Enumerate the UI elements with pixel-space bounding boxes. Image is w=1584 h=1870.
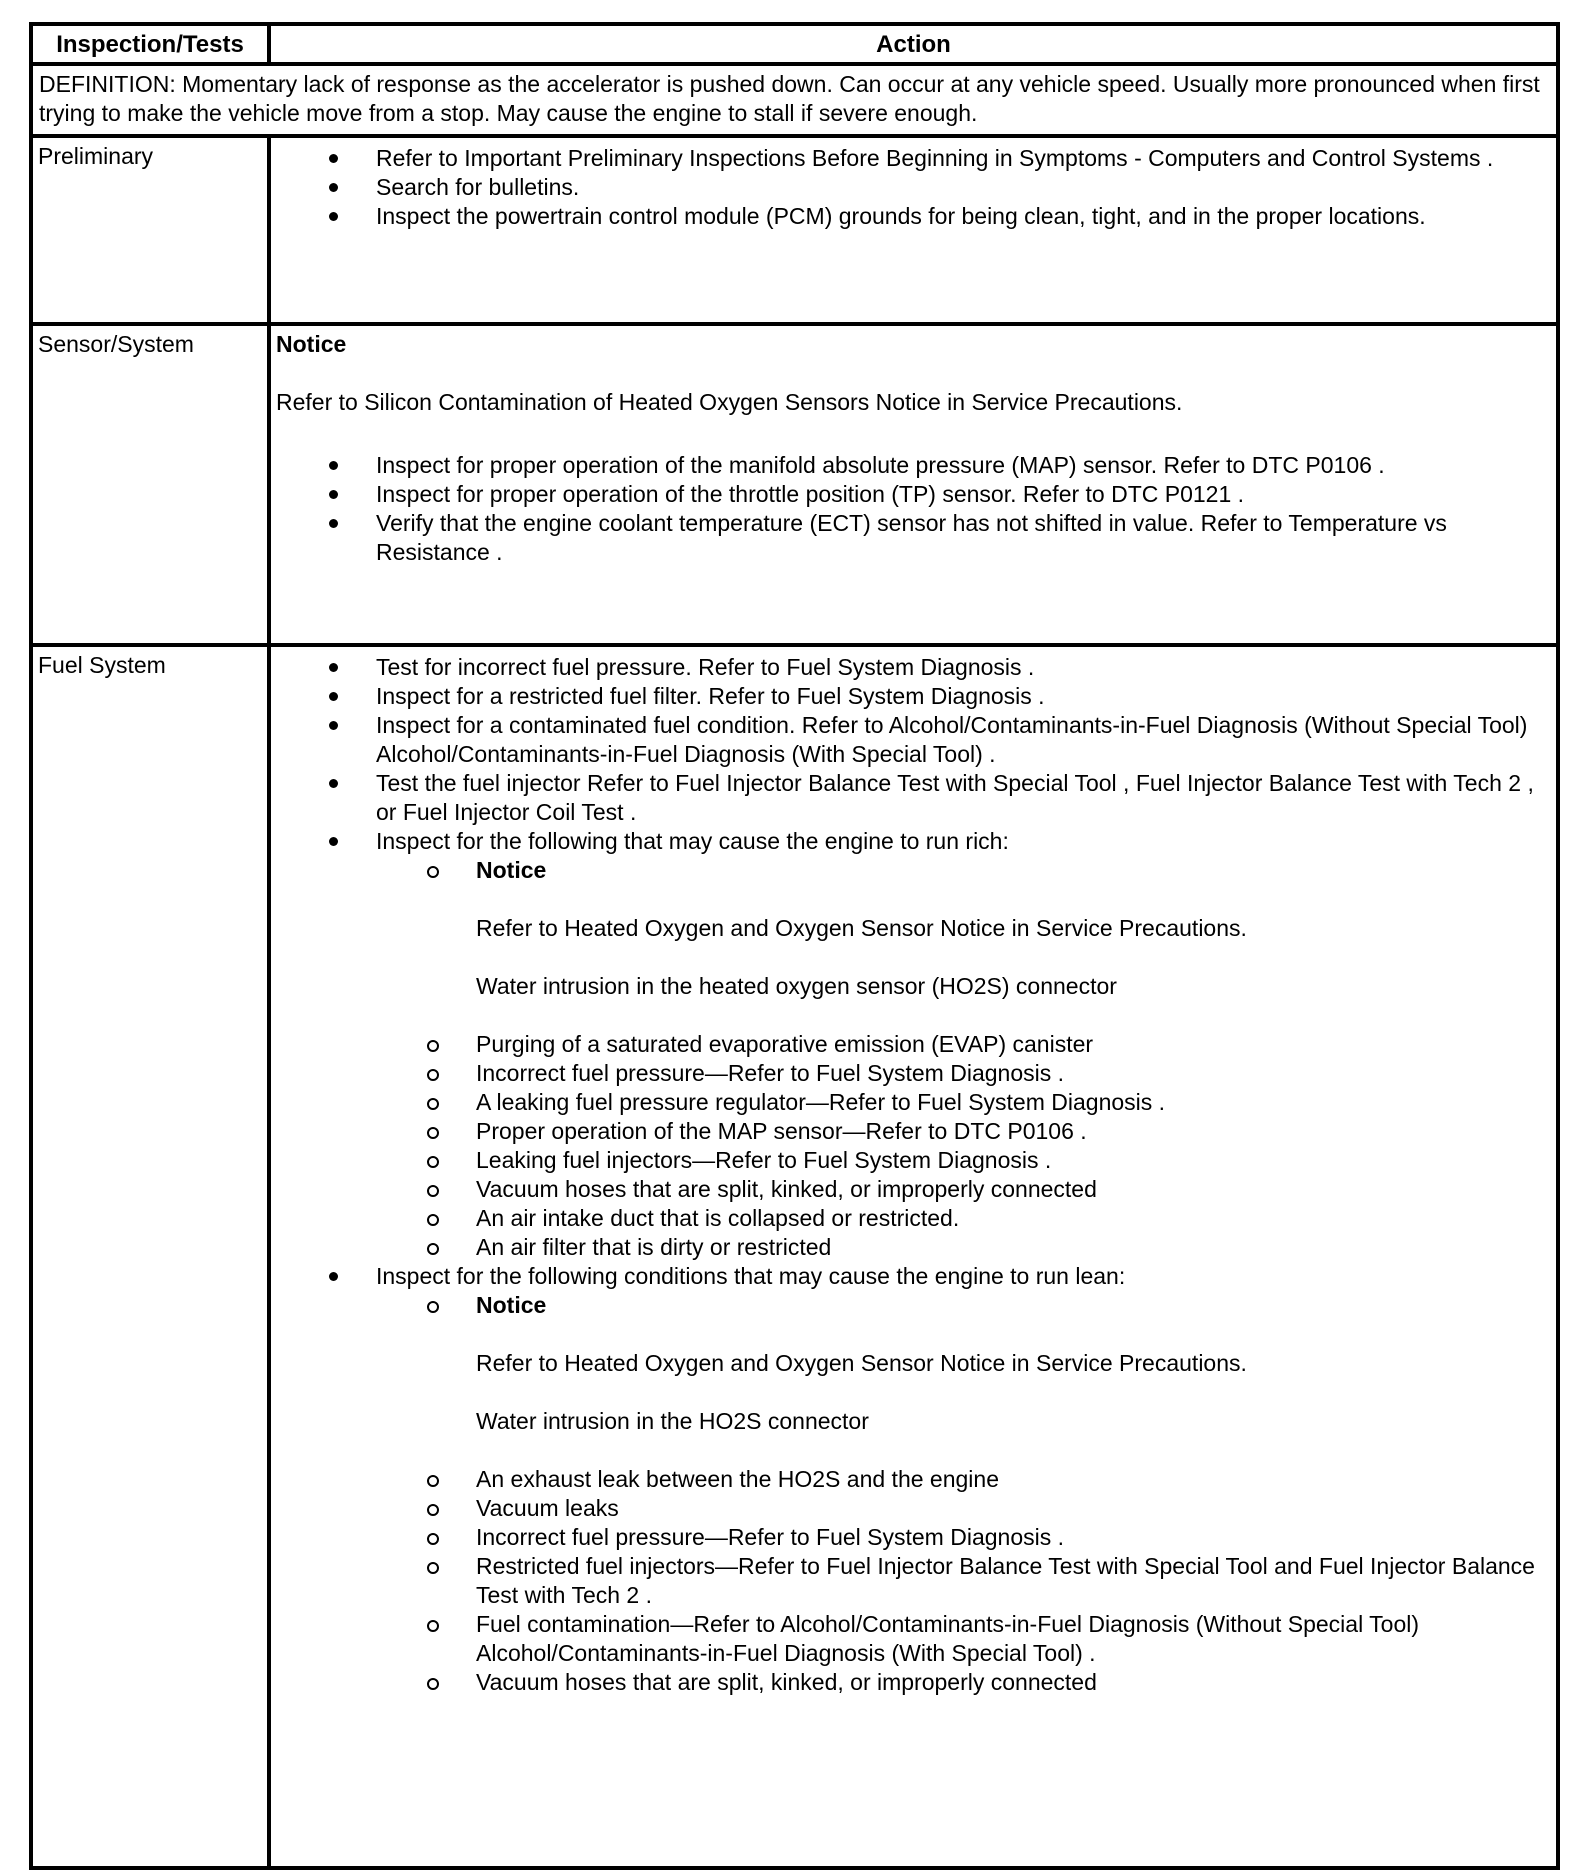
list-item: Inspect for proper operation of the throttle position (TP) sensor. Refer to DTC P0121 . — [376, 480, 1550, 509]
list-item: Refer to Important Preliminary Inspections Before Beginning in Symptoms - Computers and Control Systems . — [376, 144, 1550, 173]
list-item: Leaking fuel injectors—Refer to Fuel System Diagnosis . — [476, 1146, 1550, 1175]
sensor-system-row — [31, 324, 1558, 645]
header-row — [31, 24, 1558, 64]
list-item: Search for bulletins. — [376, 173, 1550, 202]
list-item: Inspect for proper operation of the manifold absolute pressure (MAP) sensor. Refer to DTC P0106 . — [376, 451, 1550, 480]
sensor-system-list — [276, 451, 1550, 567]
preliminary-actions — [269, 136, 1558, 324]
header-inspection-tests: Inspection/Tests — [31, 24, 269, 64]
list-item: Inspect the powertrain control module (PCM) grounds for being clean, tight, and in the proper locations. — [376, 202, 1550, 231]
lean-sublist — [376, 1291, 1550, 1697]
notice-detail: Water intrusion in the HO2S connector — [476, 1408, 869, 1434]
list-item: Inspect for a contaminated fuel condition. Refer to Alcohol/Contaminants-in-Fuel Diagnosis (Without Special Tool) Alcohol/Contaminants-in-Fuel Diagnosis (With Special Tool) . — [376, 711, 1550, 769]
list-item: An air intake duct that is collapsed or restricted. — [476, 1204, 1550, 1233]
list-item: Purging of a saturated evaporative emission (EVAP) canister — [476, 1030, 1550, 1059]
sensor-system-actions — [269, 324, 1558, 645]
list-item: Fuel contamination—Refer to Alcohol/Contaminants-in-Fuel Diagnosis (Without Special Tool) Alcohol/Contaminants-in-Fuel Diagnosis (With Special Tool) . — [476, 1610, 1550, 1668]
list-item: Test the fuel injector Refer to Fuel Injector Balance Test with Special Tool , Fuel Injector Balance Test with Tech 2 , or Fuel Injector Coil Test . — [376, 769, 1550, 827]
notice-detail: Water intrusion in the heated oxygen sensor (HO2S) connector — [476, 973, 1117, 999]
list-item: An air filter that is dirty or restricted — [476, 1233, 1550, 1262]
list-item: Restricted fuel injectors—Refer to Fuel Injector Balance Test with Special Tool and Fuel Injector Balance Test with Tech 2 . — [476, 1552, 1550, 1610]
list-item: Test for incorrect fuel pressure. Refer to Fuel System Diagnosis . — [376, 653, 1550, 682]
lean-intro: Inspect for the following conditions that may cause the engine to run lean: — [376, 1263, 1126, 1289]
definition-row — [31, 64, 1558, 136]
list-item: An exhaust leak between the HO2S and the engine — [476, 1465, 1550, 1494]
rich-sublist — [376, 856, 1550, 1262]
list-item: Vacuum leaks — [476, 1494, 1550, 1523]
fuel-system-list — [276, 653, 1550, 1697]
rich-notice-item — [476, 856, 1550, 1030]
lean-condition-item — [376, 1262, 1550, 1697]
notice-title: Notice — [476, 1292, 547, 1318]
list-item: Vacuum hoses that are split, kinked, or improperly connected — [476, 1175, 1550, 1204]
rich-condition-item — [376, 827, 1550, 1262]
notice-text: Refer to Heated Oxygen and Oxygen Sensor Notice in Service Precautions. — [476, 1350, 1247, 1376]
fuel-system-label: Fuel System — [31, 645, 269, 1868]
header-action: Action — [269, 24, 1558, 64]
definition-text: DEFINITION: Momentary lack of response as the accelerator is pushed down. Can occur at any vehicle speed. Usually more pronounced when first trying to make the vehicle move from a stop. May cause the engine to stall if severe enough. — [31, 64, 1558, 136]
fuel-system-row — [31, 645, 1558, 1868]
list-item: Proper operation of the MAP sensor—Refer to DTC P0106 . — [476, 1117, 1550, 1146]
preliminary-list — [276, 144, 1550, 231]
sensor-system-label: Sensor/System — [31, 324, 269, 645]
list-item: Incorrect fuel pressure—Refer to Fuel System Diagnosis . — [476, 1523, 1550, 1552]
preliminary-row — [31, 136, 1558, 324]
notice-text: Refer to Silicon Contamination of Heated Oxygen Sensors Notice in Service Precautions. — [276, 389, 1183, 415]
list-item: Vacuum hoses that are split, kinked, or improperly connected — [476, 1668, 1550, 1697]
diagnostic-table — [29, 22, 1560, 1870]
list-item: Verify that the engine coolant temperature (ECT) sensor has not shifted in value. Refer to Temperature vs Resistance . — [376, 509, 1550, 567]
notice-title: Notice — [276, 331, 347, 357]
rich-intro: Inspect for the following that may cause the engine to run rich: — [376, 828, 1009, 854]
list-item: A leaking fuel pressure regulator—Refer to Fuel System Diagnosis . — [476, 1088, 1550, 1117]
list-item: Incorrect fuel pressure—Refer to Fuel System Diagnosis . — [476, 1059, 1550, 1088]
lean-notice-item — [476, 1291, 1550, 1465]
list-item: Inspect for a restricted fuel filter. Refer to Fuel System Diagnosis . — [376, 682, 1550, 711]
notice-text: Refer to Heated Oxygen and Oxygen Sensor Notice in Service Precautions. — [476, 915, 1247, 941]
notice-title: Notice — [476, 857, 547, 883]
fuel-system-actions — [269, 645, 1558, 1868]
preliminary-label: Preliminary — [31, 136, 269, 324]
